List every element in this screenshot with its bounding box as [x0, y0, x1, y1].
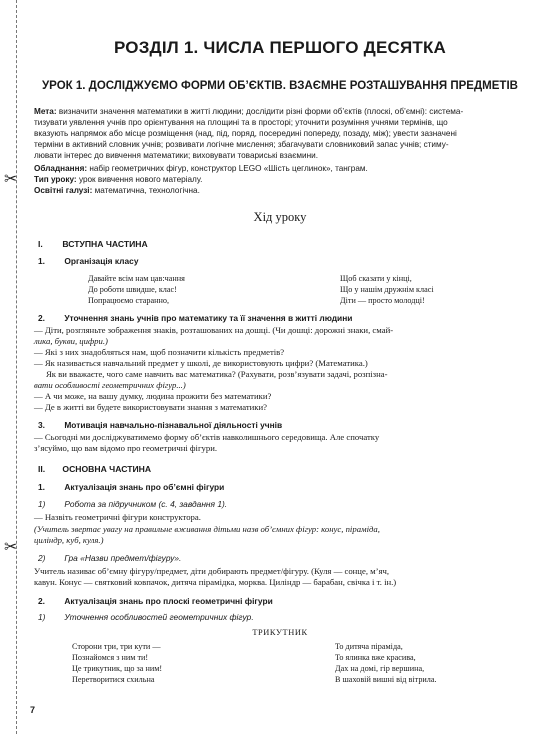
item-number: 1.: [38, 256, 45, 266]
item-title: Уточнення знань учнів про математику та її значення в житті людини: [64, 313, 353, 323]
item-heading: [38, 313, 352, 323]
poem-line: То дитяча піраміда,: [335, 642, 403, 651]
section-heading: [38, 239, 148, 249]
goal-line: тизувати уявлення учнів про орієнтування на площині та в просторі; уточнити розуміння учнями термінів, що: [34, 118, 448, 127]
text-line: вати особливості геометричних фігур...): [34, 380, 186, 390]
areas-line: [34, 185, 526, 196]
goal-line: лювати інтерес до вивчення математики; виховувати товариські взаємини.: [34, 151, 318, 160]
section-number: II.: [38, 464, 46, 474]
text-line: — Які з них знадобляться нам, щоб позначити кількість предметів?: [34, 347, 285, 357]
poem-line: Це трикутник, що за ним!: [72, 664, 163, 673]
areas-label: Освітні галузі:: [34, 186, 93, 195]
item-heading: [38, 482, 224, 492]
poem-title: ТРИКУТНИК: [252, 628, 308, 637]
text-line: лика, букви, цифри.): [34, 336, 108, 346]
equipment-line: [34, 163, 526, 174]
item-title: Організація класу: [64, 256, 139, 266]
item-number: 3.: [38, 420, 45, 430]
poem-line: Щоб сказати у кінці,: [340, 274, 412, 283]
chapter-title: РОЗДІЛ 1. ЧИСЛА ПЕРШОГО ДЕСЯТКА: [113, 38, 447, 57]
poem-line: Перетворитися схильна: [72, 675, 155, 684]
lesson-title: УРОК 1. ДОСЛІДЖУЄМО ФОРМИ ОБ’ЄКТІВ. ВЗАЄМНЕ РОЗТАШУВАННЯ ПРЕДМЕТІВ: [42, 80, 518, 92]
poem-line: До роботи швидше, клас!: [88, 285, 177, 294]
section-title: ОСНОВНА ЧАСТИНА: [62, 464, 152, 474]
course-heading: Хід уроку: [253, 210, 307, 224]
subitem-heading: [38, 499, 227, 509]
item-title: Мотивація навчально-пізнавальної діяльності учнів: [64, 420, 283, 430]
text-line: (Учитель звертає увагу на правильне вживання дітьми назв об’ємних фігур: конус, піраміда,: [34, 524, 380, 534]
subitem-heading: [38, 612, 254, 622]
item-heading: [38, 256, 138, 266]
text-line: — Де в житті ви будете використовувати знання з математики?: [34, 402, 268, 412]
section-title: ВСТУПНА ЧАСТИНА: [62, 239, 148, 249]
subitem-heading: [38, 553, 181, 563]
item-heading: [38, 596, 273, 606]
text-line: кавун. Конус — святковий ковпачок, дитяча пірамідка, морква. Циліндр — барабан, свічка і т. ін.): [34, 577, 397, 587]
scissors-icon: ✂: [4, 539, 18, 556]
goal-line: вказують напрямок або місце розміщення (над, під, поряд, посередині попереду, позаду, між); увести зазначені: [34, 129, 457, 138]
text-line: — Назвіть геометричні фігури конструктора.: [34, 512, 201, 522]
poem-line: Діти — просто молодці!: [340, 296, 425, 305]
scissors-icon: ✂: [4, 171, 18, 188]
text-line: циліндр, куб, куля.): [34, 535, 104, 545]
item-number: 2.: [38, 596, 45, 606]
subitem-number: 1): [38, 499, 46, 509]
areas-text: математична, технологічна.: [94, 186, 200, 195]
poem-line: Сторони три, три кути —: [72, 642, 161, 651]
equipment-label: Обладнання:: [34, 164, 88, 173]
item-heading: [38, 420, 282, 430]
equipment-text: набір геометричних фігур, конструктор LEGO «Шість цеглинок», танграм.: [89, 164, 368, 173]
subitem-title: Гра «Назви предмет/фігуру».: [64, 553, 182, 563]
poem-line: Давайте всім нам цав:чання: [88, 274, 185, 283]
text-line: — А чи може, на вашу думку, людина прожити без математики?: [34, 391, 272, 401]
section-heading: [38, 464, 151, 474]
poem-line: Що у нашім дружнім класі: [340, 285, 434, 294]
text-line: з’ясуймо, що вам відомо про геометричні фігури.: [34, 443, 218, 453]
item-title: Актуалізація знань про плоскі геометричні фігури: [64, 596, 273, 606]
cut-line: [16, 0, 17, 734]
page-number: 7: [30, 705, 36, 715]
subitem-title: Робота за підручником (с. 4, завдання 1).: [64, 499, 228, 509]
text-line: — Сьогодні ми досліджуватимемо форму об’єктів навколишнього середовища. Але спочатку: [34, 432, 380, 442]
goal-label: Мета:: [34, 107, 57, 116]
section-number: I.: [38, 239, 43, 249]
poem-line: Попрацюємо старанно,: [88, 296, 170, 305]
subitem-title: Уточнення особливостей геометричних фігур.: [64, 612, 254, 622]
poem-line: То ялинка вже красива,: [335, 653, 416, 662]
lesson-type-text: урок вивчення нового матеріалу.: [78, 175, 203, 184]
item-title: Актуалізація знань про об’ємні фігури: [64, 482, 225, 492]
item-number: 1.: [38, 482, 45, 492]
goal-line: [34, 106, 526, 117]
text-line: — Діти, розгляньте зображення знаків, розташованих на дошці. (Чи дошці: дорожні знаки, смай-: [34, 325, 394, 335]
poem-line: Дах на домі, гір вершина,: [335, 664, 425, 673]
goal-text: визначити значення математики в житті людини; дослідити різні форми об’єктів (плоскі, об’ємні): система-: [58, 107, 464, 116]
lesson-type-line: [34, 174, 526, 185]
poem-line: В шаховій вишні від вітрила.: [335, 675, 437, 684]
text-line: Як ви вважаєте, чого саме навчить вас математика? (Рахувати, розв’язувати задачі, розпізна-: [46, 369, 388, 379]
item-number: 2.: [38, 313, 45, 323]
goal-line: терміни в активний словник учнів; розвивати логічне мислення; збагачувати словниковий запас учнів; стиму-: [34, 140, 449, 149]
subitem-number: 1): [38, 612, 46, 622]
lesson-type-label: Тип уроку:: [34, 175, 77, 184]
text-line: — Як називається навчальний предмет у школі, де використовують цифри? (Математика.): [34, 358, 368, 368]
poem-line: Познайомся з ним ти!: [72, 653, 149, 662]
subitem-number: 2): [38, 553, 46, 563]
text-line: Учитель називає об’ємну фігуру/предмет, діти добирають предмет/фігуру. (Куля — сонце, м’яч,: [34, 566, 390, 576]
